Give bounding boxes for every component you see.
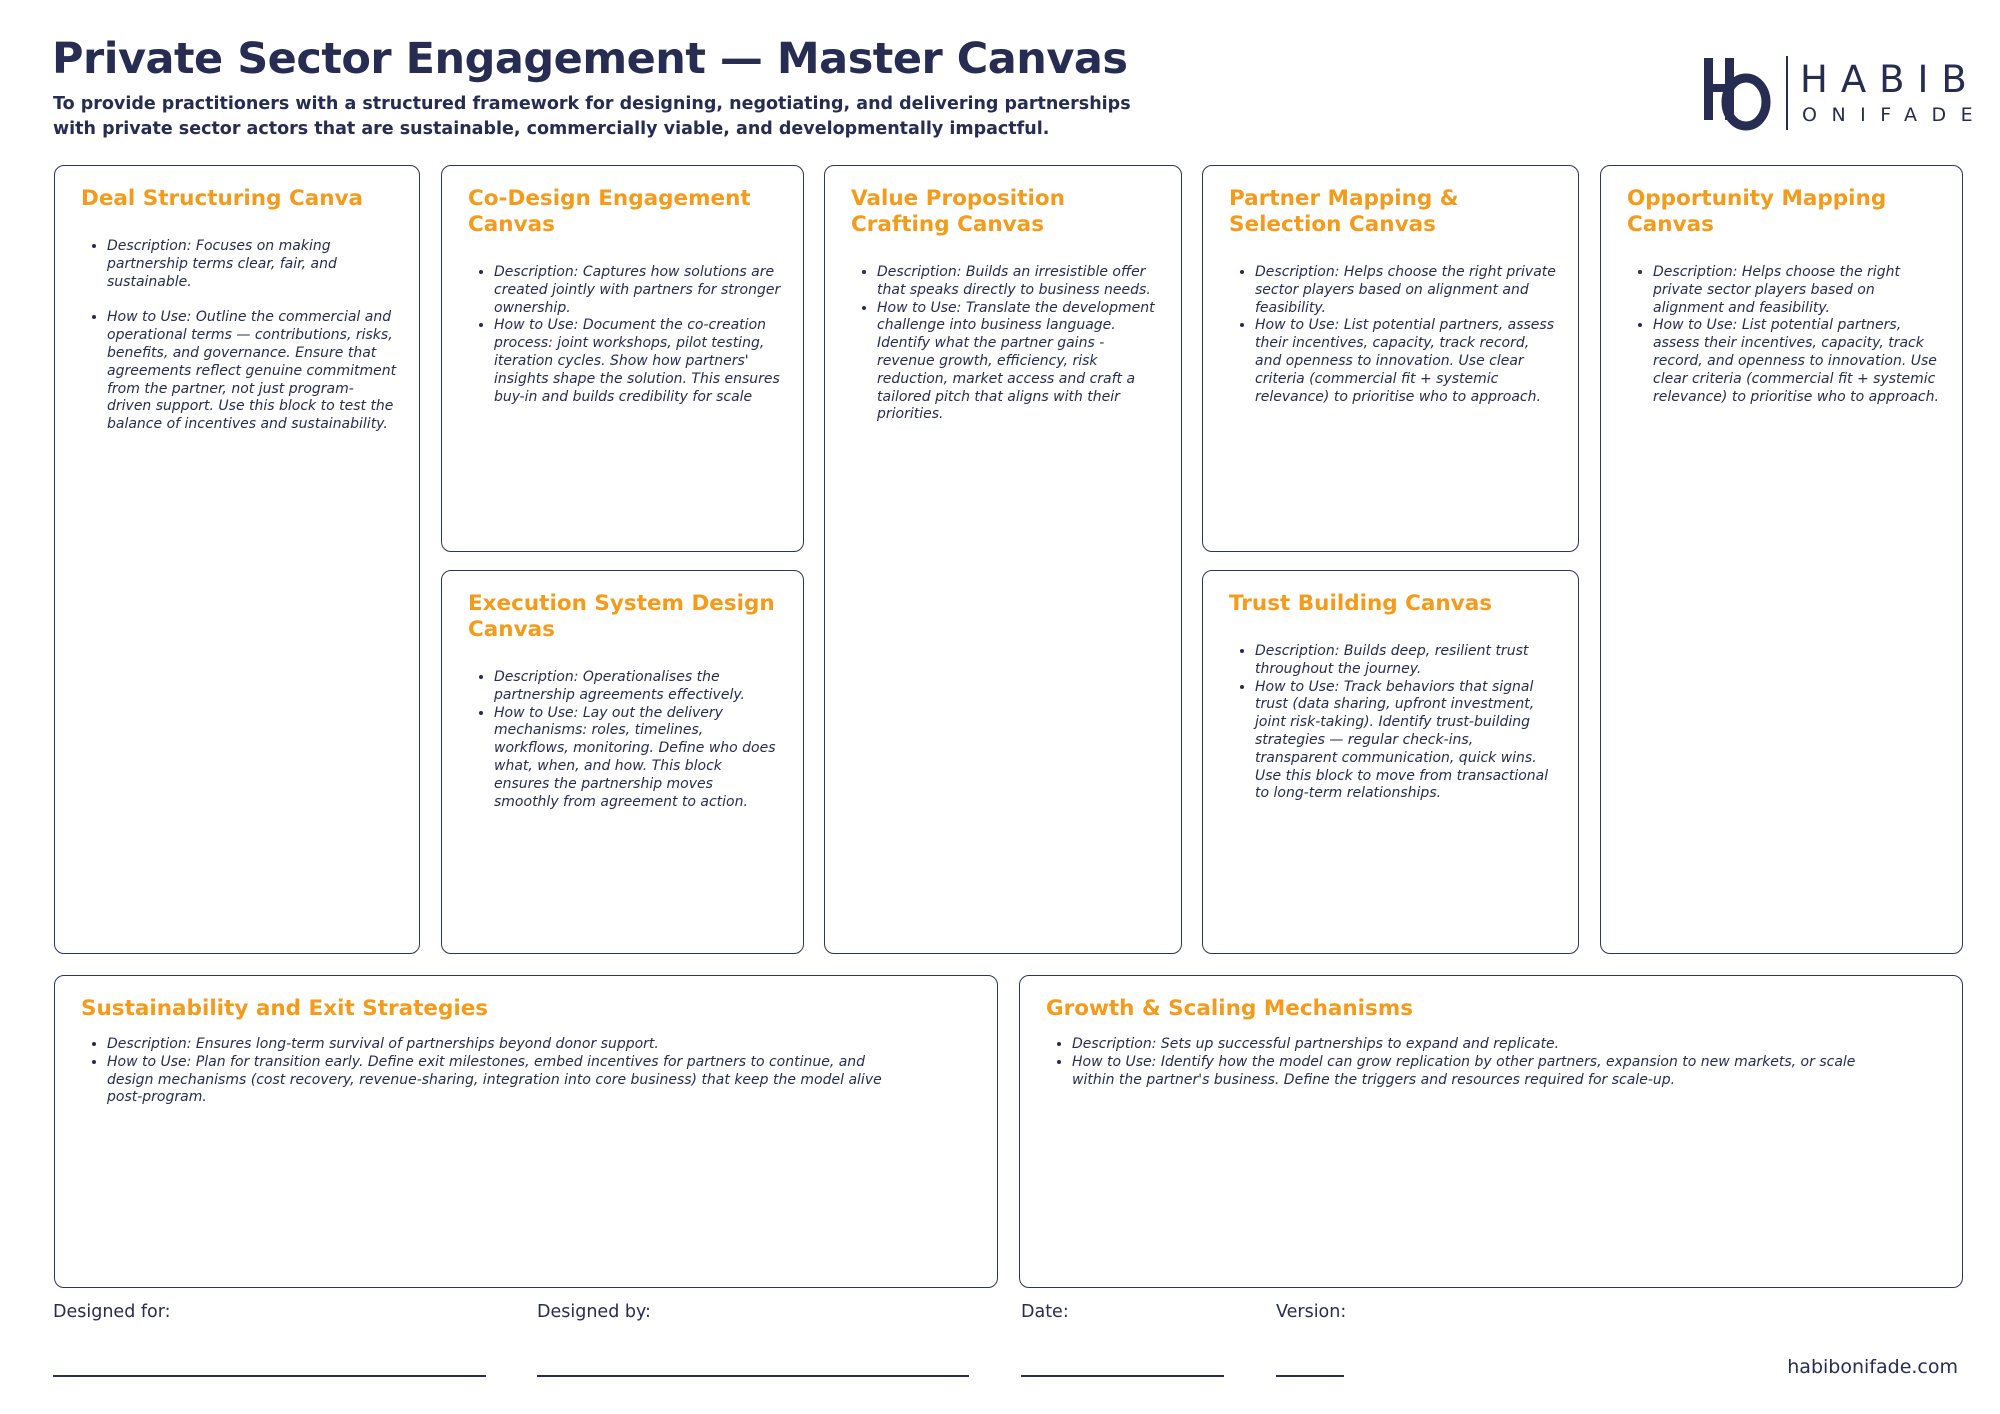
block-description: • Description: Helps choose the right private sector players based on alignment and feasibility. bbox=[1653, 264, 1940, 317]
block-title: Partner Mapping & Selection Canvas bbox=[1229, 186, 1459, 237]
block-description: • Description: Sets up successful partnerships to expand and replicate. bbox=[1072, 1036, 1860, 1054]
trust-building-block bbox=[1202, 570, 1579, 954]
partner-mapping-block bbox=[1202, 165, 1579, 552]
block-description: • Description: Ensures long-term survival of partnerships beyond donor support. bbox=[107, 1036, 895, 1054]
opportunity-mapping-block bbox=[1600, 165, 1963, 954]
ho-monogram-icon bbox=[1700, 52, 1776, 132]
block-title: Sustainability and Exit Strategies bbox=[81, 996, 489, 1021]
block-title: Co-Design Engagement Canvas bbox=[468, 186, 751, 237]
block-list bbox=[468, 669, 781, 811]
execution-system-block bbox=[441, 570, 804, 954]
brand-logo bbox=[1700, 52, 1988, 132]
block-description: • Description: Helps choose the right private sector players based on alignment and feasibility. bbox=[1255, 264, 1556, 317]
logo-name: HABIB bbox=[1800, 58, 1980, 101]
block-list bbox=[851, 264, 1159, 424]
block-list bbox=[1627, 264, 1940, 406]
block-how-to-use: • How to Use: List potential partners, assess their incentives, capacity, track record, and openness to innovation. Use clear criteria (commercial fit + systemic relevance) to prioritise who to approach. bbox=[1653, 317, 1940, 406]
designed-for-line[interactable] bbox=[53, 1375, 486, 1377]
page-title: Private Sector Engagement — Master Canvas bbox=[52, 34, 1128, 84]
block-description: • Description: Focuses on making partnership terms clear, fair, and sustainable. bbox=[107, 238, 397, 291]
sustainability-exit-block bbox=[54, 975, 998, 1288]
block-list bbox=[468, 264, 781, 406]
date-line[interactable] bbox=[1021, 1375, 1224, 1377]
value-proposition-block bbox=[824, 165, 1182, 954]
block-list bbox=[81, 238, 397, 434]
block-how-to-use: • How to Use: Document the co-creation process: joint workshops, pilot testing, iteration cycles. Show how partners' insights shape the solution. This ensures buy-in and builds credibility for scale bbox=[494, 317, 781, 406]
block-how-to-use: • How to Use: Plan for transition early. Define exit milestones, embed incentives for partners to continue, and design mechanisms (cost recovery, revenue-sharing, integration into core business) that keep the model alive post-program. bbox=[107, 1054, 895, 1107]
block-title: Value Proposition Crafting Canvas bbox=[851, 186, 1065, 237]
block-description: • Description: Builds deep, resilient trust throughout the journey. bbox=[1255, 643, 1556, 679]
block-title: Growth & Scaling Mechanisms bbox=[1046, 996, 1414, 1021]
designed-by-line[interactable] bbox=[537, 1375, 969, 1377]
block-how-to-use: • How to Use: Identify how the model can grow replication by other partners, expansion to new markets, or scale within the partner's business. Define the triggers and resources required for scale-up. bbox=[1072, 1054, 1860, 1090]
block-how-to-use: • How to Use: Translate the development challenge into business language. Identify what the partner gains - revenue growth, efficiency, risk reduction, market access and craft a tailored pitch that aligns with their priorities. bbox=[877, 300, 1159, 425]
block-title: Opportunity Mapping Canvas bbox=[1627, 186, 1887, 237]
block-how-to-use: • How to Use: Outline the commercial and operational terms — contributions, risks, benefits, and governance. Ensure that agreements reflect genuine commitment from the partner, not just program-driven support. Use this block to test the balance of incentives and sustainability. bbox=[107, 309, 397, 434]
block-how-to-use: • How to Use: Track behaviors that signal trust (data sharing, upfront investment, joint risk-taking). Identify trust-building strategies — regular check-ins, transparent communication, quick wins. Use this block to move from transactional to long-term relationships. bbox=[1255, 679, 1556, 804]
page-subtitle: To provide practitioners with a structured framework for designing, negotiating, and delivering partnerships with private sector actors that are sustainable, commercially viable, and developmentally impactful. bbox=[53, 94, 1131, 139]
logo-divider bbox=[1786, 56, 1788, 130]
block-how-to-use: • How to Use: Lay out the delivery mechanisms: roles, timelines, workflows, monitoring. Define who does what, when, and how. This block ensures the partnership moves smoothly from agreement to action. bbox=[494, 705, 781, 812]
growth-scaling-block bbox=[1019, 975, 1963, 1288]
block-title: Execution System Design Canvas bbox=[468, 591, 775, 642]
website-link[interactable]: habibonifade.com bbox=[1787, 1356, 1958, 1378]
block-description: • Description: Operationalises the partnership agreements effectively. bbox=[494, 669, 781, 705]
block-list bbox=[1229, 264, 1556, 406]
logo-surname: ONIFADE bbox=[1802, 104, 1988, 126]
designed-for-label: Designed for: bbox=[53, 1302, 171, 1322]
co-design-block bbox=[441, 165, 804, 552]
designed-by-label: Designed by: bbox=[537, 1302, 651, 1322]
block-list bbox=[81, 1036, 975, 1107]
block-description: • Description: Builds an irresistible offer that speaks directly to business needs. bbox=[877, 264, 1159, 300]
block-how-to-use: • How to Use: List potential partners, assess their incentives, capacity, track record, and openness to innovation. Use clear criteria (commercial fit + systemic relevance) to prioritise who to approach. bbox=[1255, 317, 1556, 406]
block-list bbox=[1046, 1036, 1940, 1089]
version-line[interactable] bbox=[1276, 1375, 1344, 1377]
version-label: Version: bbox=[1276, 1302, 1347, 1322]
block-list bbox=[1229, 643, 1556, 803]
deal-structuring-block bbox=[54, 165, 420, 954]
block-description: • Description: Captures how solutions are created jointly with partners for stronger ownership. bbox=[494, 264, 781, 317]
block-title: Trust Building Canvas bbox=[1229, 591, 1493, 616]
block-title: Deal Structuring Canva bbox=[81, 186, 364, 211]
date-label: Date: bbox=[1021, 1302, 1069, 1322]
